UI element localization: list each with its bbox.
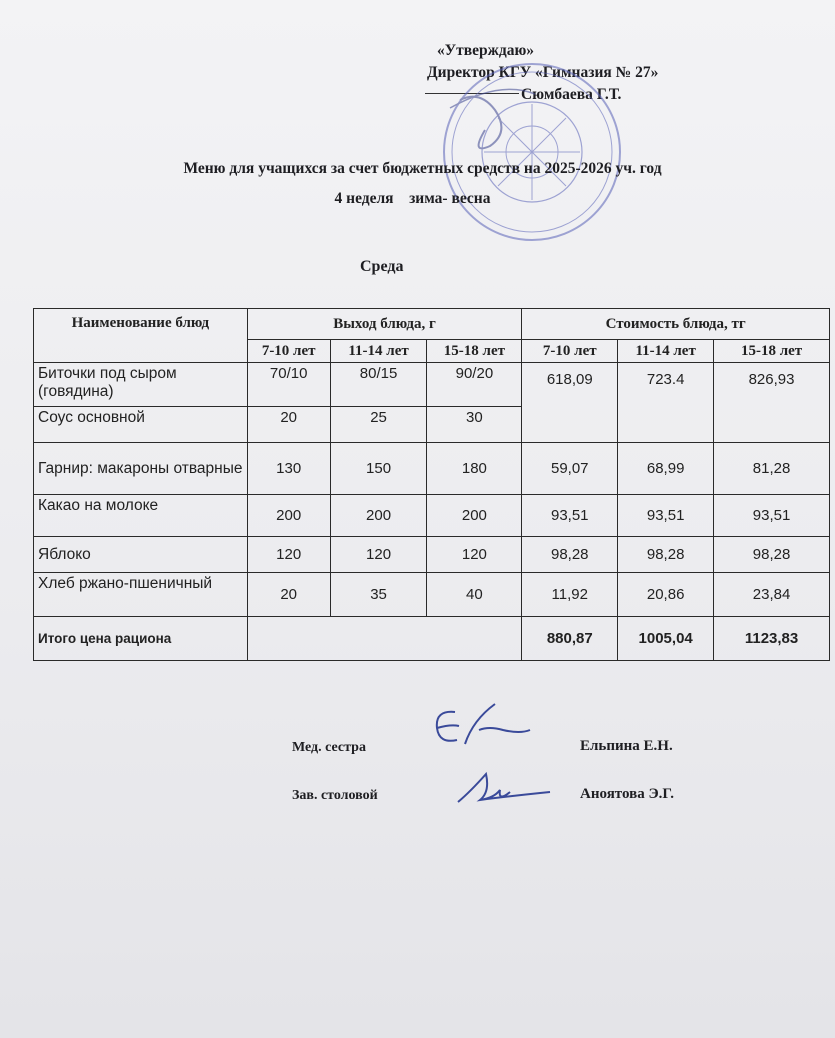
yield-cell: 120 [330, 537, 427, 573]
yield-cell: 120 [427, 537, 522, 573]
approval-caption: «Утверждаю» [437, 42, 535, 59]
official-seal-icon [440, 60, 625, 245]
header-age: 11-14 лет [618, 340, 714, 363]
nurse-name: Ельпина Е.Н. [580, 738, 673, 754]
yield-cell: 90/20 [427, 363, 522, 407]
yield-cell: 150 [330, 443, 427, 495]
table-row [34, 573, 830, 617]
cost-cell: 826,93 [714, 363, 830, 443]
yield-cell: 30 [427, 407, 522, 443]
header-age: 15-18 лет [427, 340, 522, 363]
canteen-role: Зав. столовой [292, 788, 378, 803]
cost-cell: 59,07 [522, 443, 618, 495]
cost-cell: 93,51 [522, 495, 618, 537]
yield-cell: 200 [330, 495, 427, 537]
yield-cell: 120 [247, 537, 330, 573]
dish-name: Гарнир: макароны отварные [34, 443, 248, 495]
yield-cell: 130 [247, 443, 330, 495]
yield-cell: 35 [330, 573, 427, 617]
cost-cell: 98,28 [618, 537, 714, 573]
cost-cell: 93,51 [618, 495, 714, 537]
header-age: 7-10 лет [522, 340, 618, 363]
yield-cell: 200 [247, 495, 330, 537]
total-label: Итого цена рациона [34, 617, 248, 661]
canteen-name: Аноятова Э.Г. [580, 786, 674, 802]
menu-title: Меню для учащихся за счет бюджетных средств на 2025-2026 уч. год [183, 160, 662, 177]
yield-cell: 25 [330, 407, 427, 443]
table-row [34, 537, 830, 573]
table-row [34, 363, 830, 407]
day-of-week: Среда [360, 258, 404, 275]
header-cost: Стоимость блюда, тг [522, 309, 830, 340]
approval-signer: Сюмбаева Г.Т. [521, 86, 622, 103]
total-empty-cell [247, 617, 522, 661]
yield-cell: 180 [427, 443, 522, 495]
header-age: 7-10 лет [247, 340, 330, 363]
total-row [34, 617, 830, 661]
menu-title-block [0, 160, 835, 208]
nurse-role: Мед. сестра [292, 740, 366, 755]
yield-cell: 70/10 [247, 363, 330, 407]
cost-cell: 20,86 [618, 573, 714, 617]
header-age: 11-14 лет [330, 340, 427, 363]
cost-cell: 81,28 [714, 443, 830, 495]
menu-subtitle: 4 неделя зима- весна [334, 190, 491, 207]
cost-cell: 11,92 [522, 573, 618, 617]
yield-cell: 80/15 [330, 363, 427, 407]
yield-cell: 20 [247, 407, 330, 443]
cost-cell: 23,84 [714, 573, 830, 617]
cost-cell: 68,99 [618, 443, 714, 495]
total-cost: 880,87 [522, 617, 618, 661]
table-row [34, 443, 830, 495]
header-age: 15-18 лет [714, 340, 830, 363]
yield-cell: 20 [247, 573, 330, 617]
yield-cell: 40 [427, 573, 522, 617]
menu-table [33, 308, 830, 661]
dish-name: Какао на молоке [34, 495, 248, 537]
approval-director: Директор КГУ «Гимназия № 27» [427, 64, 659, 81]
total-cost: 1123,83 [714, 617, 830, 661]
cost-cell: 98,28 [522, 537, 618, 573]
dish-name: Яблоко [34, 537, 248, 573]
header-yield: Выход блюда, г [247, 309, 522, 340]
cost-cell: 93,51 [714, 495, 830, 537]
cost-cell: 723.4 [618, 363, 714, 443]
dish-name: Биточки под сыром (говядина) [34, 363, 248, 407]
cost-cell: 618,09 [522, 363, 618, 443]
dish-name: Соус основной [34, 407, 248, 443]
table-row [34, 495, 830, 537]
yield-cell: 200 [427, 495, 522, 537]
header-dish-name: Наименование блюд [34, 309, 248, 363]
canteen-signature-icon [450, 762, 560, 812]
cost-cell: 98,28 [714, 537, 830, 573]
total-cost: 1005,04 [618, 617, 714, 661]
nurse-signature-icon [425, 700, 535, 760]
dish-name: Хлеб ржано-пшеничный [34, 573, 248, 617]
